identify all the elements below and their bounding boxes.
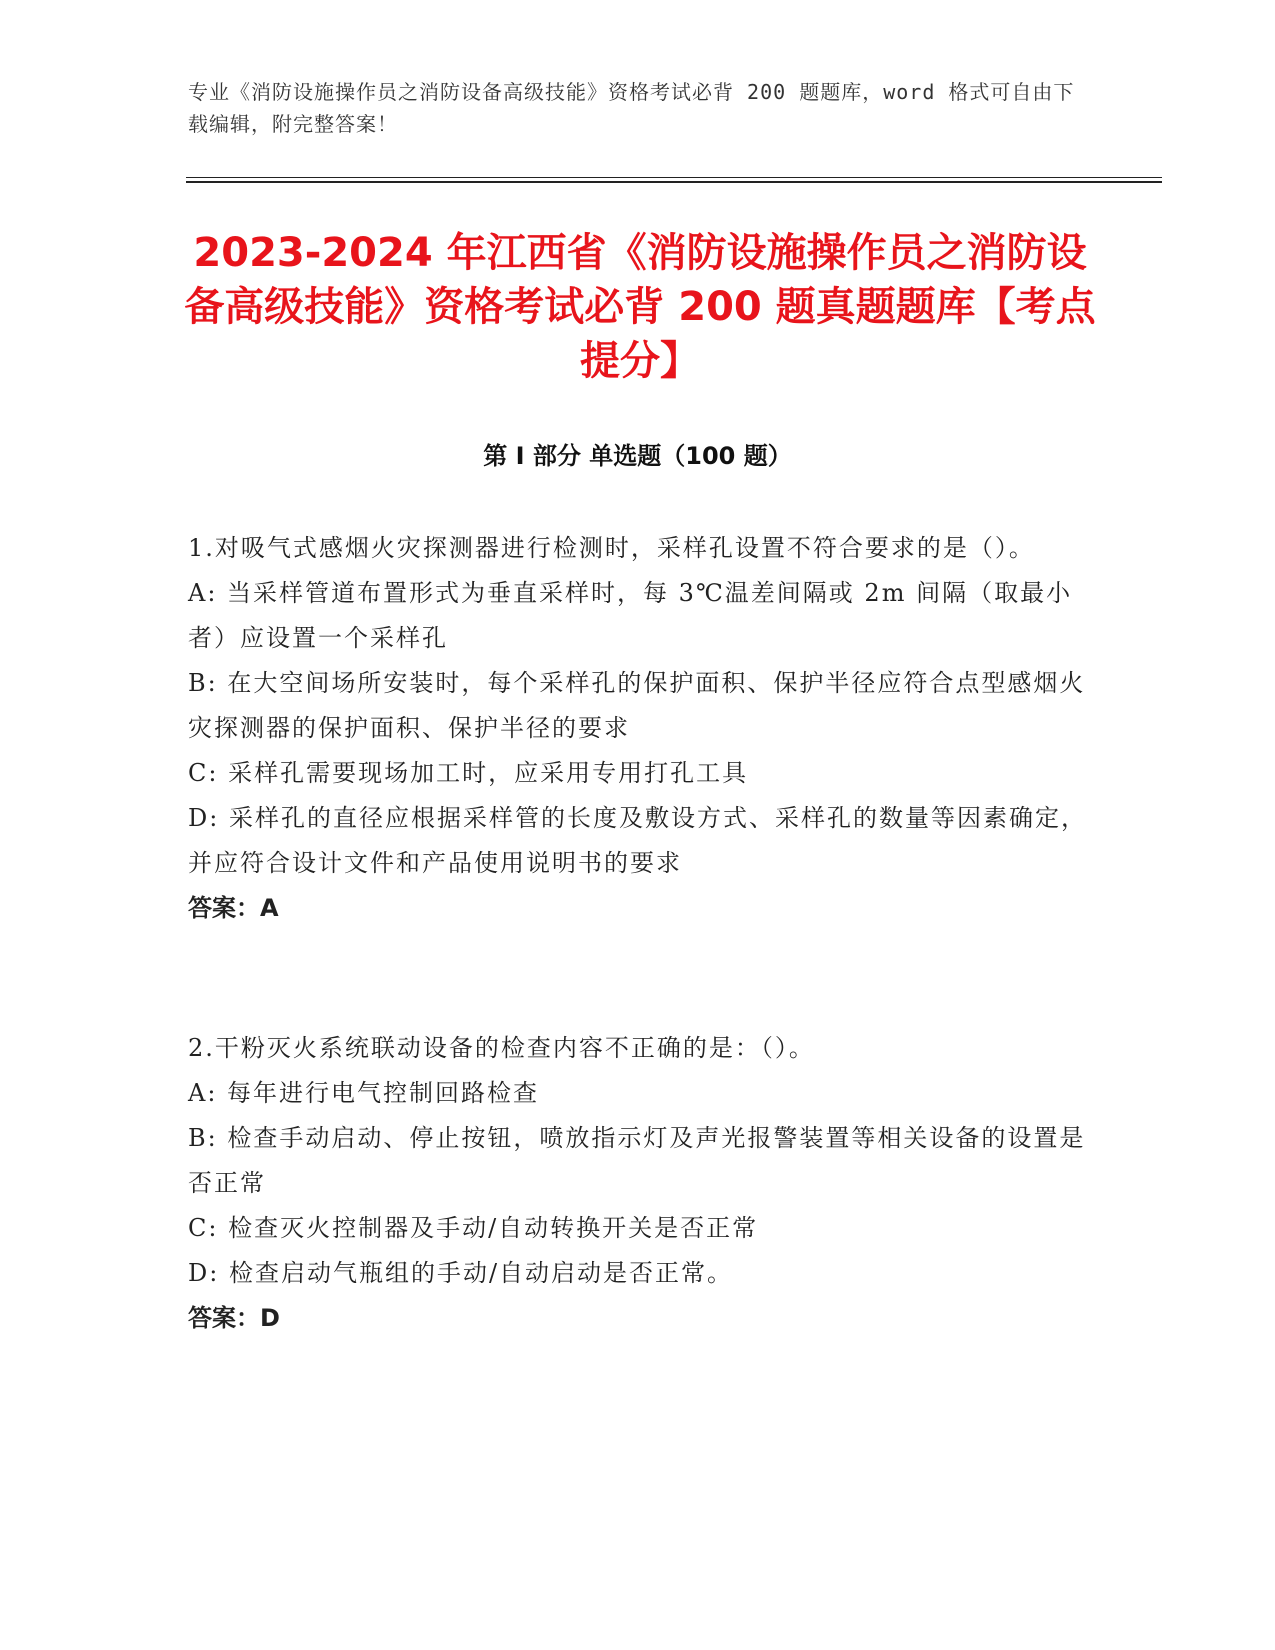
header-divider-thin [186, 177, 1162, 178]
document-title: 2023-2024 年江西省《消防设施操作员之消防设备高级技能》资格考试必背 200 题真题题库【考点提分】 [184, 230, 1096, 384]
header-divider-thick [186, 181, 1162, 183]
section-heading: 第 I 部分 单选题（100 题） [483, 442, 792, 470]
option-d: D: 检查启动气瓶组的手动/自动启动是否正常。 [188, 1259, 734, 1287]
option-b: B: 检查手动启动、停止按钮，喷放指示灯及声光报警装置等相关设备的设置是否正常 [188, 1124, 1086, 1197]
option-c: C: 检查灭火控制器及手动/自动转换开关是否正常 [188, 1214, 759, 1242]
option-d: D: 采样孔的直径应根据采样管的长度及敷设方式、采样孔的数量等因素确定，并应符合设计文件和产品使用说明书的要求 [188, 804, 1087, 877]
option-c: C: 采样孔需要现场加工时，应采用专用打孔工具 [188, 759, 749, 787]
answer-label: 答案：D [188, 1304, 280, 1332]
option-b: B: 在大空间场所安装时，每个采样孔的保护面积、保护半径应符合点型感烟火灾探测器的保护面积、保护半径的要求 [188, 669, 1086, 742]
option-a: A: 每年进行电气控制回路检查 [188, 1079, 540, 1107]
question-stem: 1.对吸气式感烟火灾探测器进行检测时，采样孔设置不符合要求的是（）。 [188, 534, 1035, 562]
header-note: 专业《消防设施操作员之消防设备高级技能》资格考试必背 200 题题库，word 格式可自由下载编辑，附完整答案！ [188, 80, 1075, 136]
answer-label: 答案：A [188, 894, 279, 922]
question-stem: 2.干粉灭火系统联动设备的检查内容不正确的是：（）。 [188, 1034, 815, 1062]
question-1 [188, 526, 1088, 931]
question-2 [188, 1026, 1088, 1341]
option-a: A: 当采样管道布置形式为垂直采样时，每 3℃温差间隔或 2m 间隔（取最小者）应设置一个采样孔 [188, 579, 1073, 652]
